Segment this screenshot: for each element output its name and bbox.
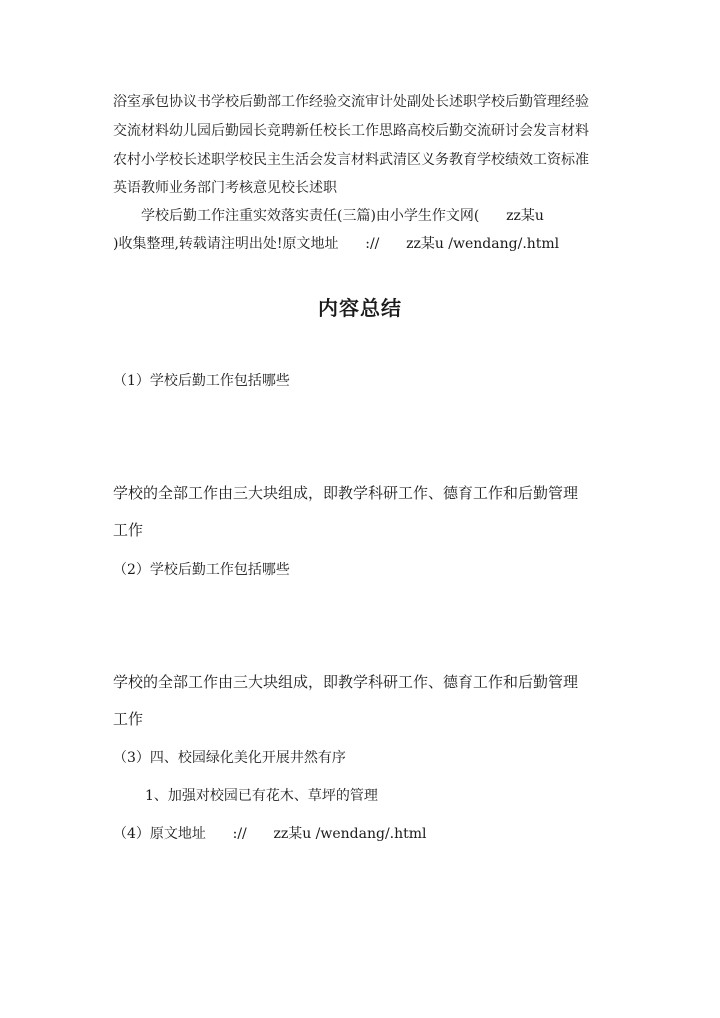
answer-1-line-1: 学校的全部工作由三大块组成，即教学科研工作、德育工作和后勤管理 [113, 484, 579, 502]
header-line-3: 农村小学校长述职学校民主生活会发言材料武清区义务教育学校绩效工资标准 [113, 152, 589, 168]
header-line-4: 英语教师业务部门考核意见校长述职 [113, 180, 337, 196]
answer-2-line-1: 学校的全部工作由三大块组成，即教学科研工作、德育工作和后勤管理 [113, 673, 579, 691]
question-3-item: 1、加强对校园已有花木、草坪的管理 [145, 788, 378, 804]
answer-1-line-2: 工作 [113, 521, 144, 539]
question-3: （3）四、校园绿化美化开展井然有序 [113, 750, 346, 766]
header-line-2: 交流材料幼儿园后勤园长竞聘新任校长工作思路高校后勤交流研讨会发言材料 [113, 123, 589, 139]
source-line-1: 学校后勤工作注重实效落实责任(三篇)由小学生作文网( zz某u [141, 208, 544, 224]
question-1: （1）学校后勤工作包括哪些 [113, 373, 290, 389]
summary-title: 内容总结 [318, 296, 402, 320]
answer-2-line-2: 工作 [113, 710, 144, 728]
header-line-1: 浴室承包协议书学校后勤部工作经验交流审计处副处长述职学校后勤管理经验 [113, 94, 589, 110]
source-line-2: )收集整理,转载请注明出处!原文地址 :// zz某u /wendang/.html [113, 236, 560, 252]
question-4: （4）原文地址 :// zz某u /wendang/.html [113, 826, 427, 842]
question-2: （2）学校后勤工作包括哪些 [113, 562, 290, 578]
